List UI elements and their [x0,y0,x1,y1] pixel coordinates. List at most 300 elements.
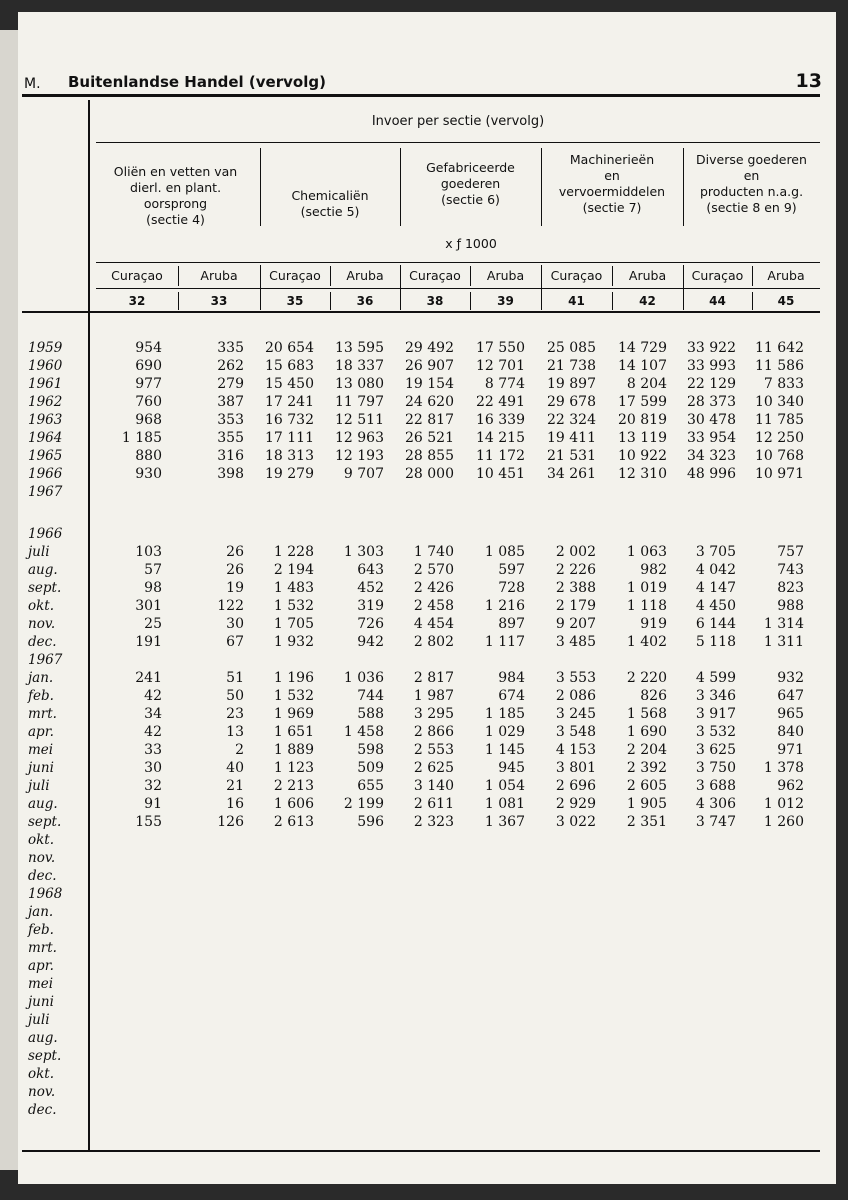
column-name: Aruba [767,268,805,283]
table-cell: 10 922 [618,448,667,464]
row-label: 1967 [28,484,63,500]
table-cell: 18 313 [265,448,314,464]
table-cell: 3 022 [555,814,596,830]
table-cell: 968 [135,412,162,428]
table-cell: 1 260 [763,814,804,830]
row-label: apr. [28,958,54,974]
table-cell: 12 250 [755,430,804,446]
table-cell: 1 568 [626,706,667,722]
table-cell: 29 678 [547,394,596,410]
row-label: 1960 [28,358,63,374]
column-number-divider [612,292,613,310]
table-cell: 18 337 [335,358,384,374]
table-cell: 50 [226,688,244,704]
table-cell: 1 145 [484,742,525,758]
table-cell: 1 532 [273,688,314,704]
row-label: okt. [28,598,55,614]
column-number: 45 [777,294,795,308]
table-cell: 3 801 [555,760,596,776]
row-label: okt. [28,1066,55,1082]
row-label: aug. [28,1030,58,1046]
table-cell: 1 987 [413,688,454,704]
table-cell: 15 450 [265,376,314,392]
column-number-divider [330,292,331,310]
table-cell: 51 [226,670,244,686]
row-label: 1964 [28,430,63,446]
column-group-header-line: goederen [440,176,501,191]
table-cell: 2 696 [555,778,596,794]
table-cell: 1 036 [343,670,384,686]
table-cell: 12 193 [335,448,384,464]
table-cell: 1 532 [273,598,314,614]
table-cell: 155 [135,814,162,830]
table-cell: 743 [777,562,804,578]
column-number: 36 [356,294,374,308]
column-number-divider [178,292,179,310]
table-cell: 1 905 [626,796,667,812]
row-label: aug. [28,562,58,578]
table-cell: 2 570 [413,562,454,578]
table-cell: 279 [217,376,244,392]
table-cell: 16 [226,796,244,812]
table-cell: 30 [144,760,162,776]
table-cell: 34 [144,706,162,722]
table-cell: 262 [217,358,244,374]
table-cell: 21 [226,778,244,794]
table-cell: 1 969 [273,706,314,722]
table-cell: 42 [144,724,162,740]
table-cell: 1 085 [484,544,525,560]
column-name: Curaçao [269,268,321,283]
column-group-header [683,152,820,216]
table-cell: 14 215 [476,430,525,446]
column-divider [612,266,613,286]
column-group-header-line: (sectie 4) [146,212,205,227]
table-cell: 1 123 [273,760,314,776]
row-label: 1963 [28,412,63,428]
table-cell: 10 340 [755,394,804,410]
column-group-header-line: Machinerieën [569,152,655,167]
column-number-divider [752,292,753,310]
table-cell: 3 705 [695,544,736,560]
table-cell: 3 688 [695,778,736,794]
column-group-header-line: Chemicaliën [291,188,369,203]
table-cell: 1 483 [273,580,314,596]
column-group-header-line: dierl. en plant. [129,180,222,195]
table-cell: 20 654 [265,340,314,356]
table-cell: 1 458 [343,724,384,740]
table-cell: 2 323 [413,814,454,830]
column-group-header-line: Gefabriceerde [426,160,515,175]
column-number: 41 [568,294,585,308]
table-cell: 2 426 [413,580,454,596]
table-cell: 3 625 [695,742,736,758]
table-cell: 22 129 [687,376,736,392]
table-cell: 4 042 [695,562,736,578]
table-cell: 29 492 [405,340,454,356]
table-cell: 25 [144,616,162,632]
table-cell: 823 [777,580,804,596]
table-cell: 20 819 [618,412,667,428]
table-super-title: Invoer per sectie (vervolg) [371,114,545,129]
table-cell: 12 310 [618,466,667,482]
table-cell: 1 303 [343,544,384,560]
row-label: okt. [28,832,55,848]
table-cell: 1 367 [484,814,525,830]
table-cell: 11 797 [335,394,384,410]
column-name: Curaçao [111,268,163,283]
column-number-divider [260,292,261,310]
column-divider [470,266,471,286]
table-cell: 4 306 [695,796,736,812]
table-cell: 3 532 [695,724,736,740]
table-cell: 880 [135,448,162,464]
table-cell: 26 [226,562,244,578]
table-cell: 760 [135,394,162,410]
table-cell: 1 606 [273,796,314,812]
table-cell: 13 119 [618,430,667,446]
table-cell: 9 707 [343,466,384,482]
table-cell: 25 085 [547,340,596,356]
table-cell: 930 [135,466,162,482]
table-cell: 982 [640,562,667,578]
table-cell: 971 [777,742,804,758]
table-cell: 2 611 [413,796,454,812]
column-group-header-line: oorsprong [143,196,208,211]
table-cell: 12 511 [335,412,384,428]
table-cell: 122 [217,598,244,614]
table-cell: 1 402 [626,634,667,650]
row-label: nov. [28,1084,56,1100]
row-label: nov. [28,616,56,632]
table-cell: 2 802 [413,634,454,650]
table-cell: 2 194 [273,562,314,578]
table-cell: 2 351 [626,814,667,830]
table-cell: 1 029 [484,724,525,740]
column-number: 39 [497,294,514,308]
table-cell: 17 550 [476,340,525,356]
column-number: 38 [426,294,444,308]
table-cell: 4 450 [695,598,736,614]
table-cell: 10 768 [755,448,804,464]
table-cell: 353 [217,412,244,428]
table-cell: 1 705 [273,616,314,632]
column-group-header [96,164,255,228]
row-label: 1968 [28,886,63,902]
column-number-divider [470,292,471,310]
row-label: dec. [28,868,57,884]
row-label: juli [28,778,50,794]
supertitle-rule [96,142,820,143]
column-number: 44 [709,294,726,308]
table-cell: 10 971 [755,466,804,482]
table-cell: 8 204 [626,376,667,392]
table-cell: 33 954 [687,430,736,446]
table-cell: 17 599 [618,394,667,410]
table-cell: 355 [217,430,244,446]
table-cell: 452 [357,580,384,596]
table-cell: 22 491 [476,394,525,410]
table-cell: 3 917 [695,706,736,722]
table-cell: 34 323 [687,448,736,464]
table-cell: 19 897 [547,376,596,392]
column-group-header [541,152,683,216]
table-cell: 2 [235,742,244,758]
table-cell: 9 207 [555,616,596,632]
table-cell: 10 451 [476,466,525,482]
table-cell: 744 [357,688,384,704]
table-cell: 4 454 [413,616,454,632]
table-cell: 4 599 [695,670,736,686]
table-cell: 1 216 [484,598,525,614]
table-cell: 13 080 [335,376,384,392]
table-cell: 3 553 [555,670,596,686]
table-cell: 28 000 [405,466,454,482]
table-cell: 24 620 [405,394,454,410]
table-cell: 1 063 [626,544,667,560]
row-label: jan. [28,904,54,920]
row-label: 1966 [28,526,63,542]
column-group-header-line: producten n.a.g. [699,184,804,199]
table-cell: 2 179 [555,598,596,614]
table-cell: 11 642 [755,340,804,356]
table-cell: 690 [135,358,162,374]
row-label: 1966 [28,466,63,482]
row-label: 1965 [28,448,63,464]
table-cell: 17 241 [265,394,314,410]
table-cell: 1 378 [763,760,804,776]
table-cell: 40 [226,760,244,776]
table-cell: 1 196 [273,670,314,686]
table-cell: 596 [357,814,384,830]
column-group-header-line: (sectie 7) [582,200,642,215]
table-cell: 588 [357,706,384,722]
table-cell: 21 738 [547,358,596,374]
column-number-divider [683,292,684,310]
table-cell: 2 220 [626,670,667,686]
table-cell: 598 [357,742,384,758]
column-name: Aruba [486,268,525,283]
table-cell: 15 683 [265,358,314,374]
top-rule [22,94,820,97]
table-cell: 932 [777,670,804,686]
table-cell: 3 140 [413,778,454,794]
table-cell: 2 213 [273,778,314,794]
row-label: sept. [28,814,62,830]
table-cell: 962 [777,778,804,794]
table-cell: 2 458 [413,598,454,614]
table-cell: 3 750 [695,760,736,776]
table-cell: 301 [135,598,162,614]
table-cell: 2 199 [343,796,384,812]
row-label: nov. [28,850,56,866]
table-cell: 2 388 [555,580,596,596]
table-cell: 757 [777,544,804,560]
table-cell: 1 118 [626,598,667,614]
table-cell: 1 117 [484,634,525,650]
column-name: Aruba [200,268,238,283]
table-cell: 2 613 [273,814,314,830]
table-cell: 988 [777,598,804,614]
table-cell: 33 [144,742,162,758]
table-cell: 28 373 [687,394,736,410]
column-group-header-line: en [604,168,620,183]
table-cell: 726 [357,616,384,632]
column-number: 32 [128,294,146,308]
column-number-divider [541,292,542,310]
table-cell: 1 932 [273,634,314,650]
table-cell: 19 279 [265,466,314,482]
table-cell: 1 651 [273,724,314,740]
table-cell: 4 147 [695,580,736,596]
table-cell: 1 019 [626,580,667,596]
table-cell: 1 012 [763,796,804,812]
row-label: apr. [28,724,54,740]
table-cell: 8 774 [484,376,525,392]
table-cell: 984 [498,670,525,686]
table-cell: 2 929 [555,796,596,812]
header-bottom-rule [22,311,820,313]
table-cell: 11 785 [755,412,804,428]
row-label: juni [28,994,54,1010]
row-label: sept. [28,580,62,596]
table-cell: 2 086 [555,688,596,704]
table-cell: 3 485 [555,634,596,650]
table-cell: 728 [498,580,525,596]
table-cell: 16 732 [265,412,314,428]
row-label: dec. [28,1102,57,1118]
table-cell: 2 817 [413,670,454,686]
table-cell: 16 339 [476,412,525,428]
table-cell: 319 [357,598,384,614]
row-label: juli [28,1012,50,1028]
section-letter: M. [24,76,41,92]
table-cell: 3 747 [695,814,736,830]
table-cell: 335 [217,340,244,356]
table-cell: 19 154 [405,376,454,392]
column-group-header-line: Diverse goederen [696,152,807,167]
table-cell: 1 228 [273,544,314,560]
table-cell: 826 [640,688,667,704]
table-cell: 647 [777,688,804,704]
table-cell: 14 729 [618,340,667,356]
table-cell: 316 [217,448,244,464]
table-cell: 42 [144,688,162,704]
column-divider [752,266,753,286]
row-label: mei [28,742,54,758]
table-cell: 965 [777,706,804,722]
table-cell: 17 111 [265,430,314,446]
column-name: Aruba [346,268,384,283]
table-cell: 2 392 [626,760,667,776]
row-label: juli [28,544,50,560]
table-cell: 655 [357,778,384,794]
table-cell: 91 [144,796,162,812]
table-cell: 19 411 [547,430,596,446]
table-cell: 26 [226,544,244,560]
table-cell: 1 054 [484,778,525,794]
column-group-header [260,188,400,220]
table-cell: 643 [357,562,384,578]
table-cell: 2 605 [626,778,667,794]
row-label: 1959 [28,340,63,356]
table-cell: 3 346 [695,688,736,704]
table-cell: 3 245 [555,706,596,722]
row-label: sept. [28,1048,62,1064]
column-group-header-line: en [743,168,760,183]
column-group-header [400,160,541,208]
row-label: mrt. [28,706,57,722]
column-divider [178,266,179,286]
row-label: dec. [28,634,57,650]
table-cell: 98 [144,580,162,596]
column-group-header-line: vervoermiddelen [558,184,666,199]
table-cell: 5 118 [695,634,736,650]
table-cell: 945 [498,760,525,776]
table-cell: 14 107 [618,358,667,374]
table-cell: 509 [357,760,384,776]
table-cell: 57 [144,562,162,578]
page-number: 13 [795,70,822,92]
table-cell: 398 [217,466,244,482]
table-cell: 2 866 [413,724,454,740]
row-label: aug. [28,796,58,812]
table-cell: 954 [135,340,162,356]
row-label: jan. [28,670,54,686]
table-cell: 67 [226,634,244,650]
table-cell: 919 [640,616,667,632]
table-cell: 23 [226,706,244,722]
table-cell: 12 701 [476,358,525,374]
table-cell: 7 833 [763,376,804,392]
table-cell: 11 586 [755,358,804,374]
column-group-header-line: (sectie 8 en 9) [706,200,797,215]
table-cell: 103 [135,544,162,560]
table-cell: 942 [357,634,384,650]
page-title: Buitenlandse Handel (vervolg) [68,73,326,91]
table-cell: 22 817 [405,412,454,428]
row-label: 1967 [28,652,63,668]
table-cell: 33 922 [687,340,736,356]
table-cell: 12 963 [335,430,384,446]
table-cell: 6 144 [695,616,736,632]
column-name: Aruba [628,268,667,283]
table-cell: 21 531 [547,448,596,464]
column-number: 33 [210,294,228,308]
columns-mid-rule [96,288,820,289]
column-number: 35 [286,294,304,308]
table-cell: 11 172 [476,448,525,464]
table-cell: 1 314 [763,616,804,632]
table-cell: 28 855 [405,448,454,464]
table-cell: 897 [498,616,525,632]
column-number: 42 [639,294,656,308]
table-cell: 674 [498,688,525,704]
table-cell: 1 185 [121,430,162,446]
unit-label: x ƒ 1000 [445,236,497,251]
table-cell: 1 081 [484,796,525,812]
table-cell: 1 311 [763,634,804,650]
column-name: Curaçao [409,268,461,283]
table-cell: 597 [498,562,525,578]
table-cell: 3 295 [413,706,454,722]
table-cell: 3 548 [555,724,596,740]
column-divider [330,266,331,286]
column-group-header-line: (sectie 6) [441,192,500,207]
table-cell: 191 [135,634,162,650]
table-cell: 33 993 [687,358,736,374]
table-cell: 30 478 [687,412,736,428]
